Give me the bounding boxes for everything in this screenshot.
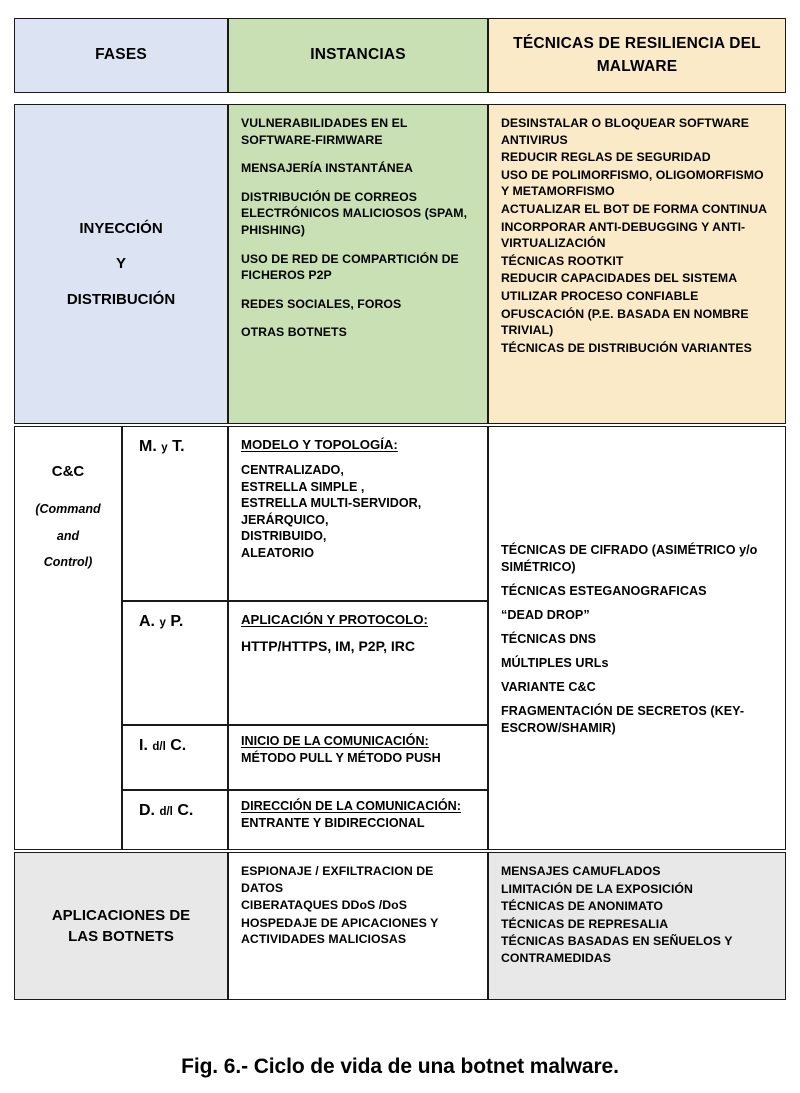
list-item: CIBERATAQUES DDoS /DoS: [241, 898, 407, 913]
list-item: TÉCNICAS DE DISTRIBUCIÓN VARIANTES: [501, 340, 752, 355]
list-item: USO DE POLIMORFISMO, OLIGOMORFISMO Y METAMORFISMO: [501, 167, 764, 199]
list-item: HTTP/HTTPS, IM, P2P, IRC: [241, 638, 415, 654]
subphase-abbr-modelo-topologia: [123, 427, 227, 455]
list-item: TÉCNICAS DE REPRESALIA: [501, 916, 669, 931]
subphase-abbr-part1: A.: [139, 613, 155, 630]
subphase-abbr-part2: T.: [172, 438, 185, 455]
phase-injection-line3: DISTRIBUCIÓN: [66, 290, 176, 308]
phase-applications-line1: APLICACIONES DE: [51, 906, 191, 924]
list-item: USO DE RED DE COMPARTICIÓN DE FICHEROS P2P: [241, 251, 459, 283]
phase-injection-line1: INYECCIÓN: [79, 220, 163, 238]
list-item: TÉCNICAS DE CIFRADO (ASIMÉTRICO y/o SIMÉTRICO): [501, 542, 758, 574]
subphase-abbr-part1: M.: [139, 438, 157, 455]
instances-list-injection: [241, 115, 475, 341]
phase-cc-title: C&C: [51, 463, 85, 480]
list-item: REDUCIR CAPACIDADES DEL SISTEMA: [501, 271, 738, 286]
instances-heading-inicio-comunicacion: INICIO DE LA COMUNICACIÓN:: [241, 734, 429, 748]
list-item: VARIANTE C&C: [501, 679, 596, 694]
header-label-instancias: INSTANCIAS: [310, 46, 406, 64]
list-item: TÉCNICAS DE ANONIMATO: [501, 899, 664, 914]
instances-cell-direccion-comunicacion: [228, 790, 488, 850]
list-item: JERÁRQUICO,: [241, 512, 329, 527]
list-item: DISTRIBUCIÓN DE CORREOS ELECTRÓNICOS MALICIOSOS (SPAM, PHISHING): [241, 189, 468, 237]
list-item: VULNERABILIDADES EN EL SOFTWARE-FIRMWARE: [241, 116, 408, 147]
subphase-abbr-part2: C.: [170, 737, 187, 754]
techniques-cell-injection: [488, 104, 786, 424]
figure-caption: Fig. 6.- Ciclo de vida de una botnet malware.: [181, 1055, 619, 1078]
list-item: DISTRIBUIDO,: [241, 529, 327, 544]
list-item: “DEAD DROP”: [501, 607, 590, 622]
phase-cc-sub-line2: and: [56, 528, 80, 543]
list-item: ESTRELLA MULTI-SERVIDOR,: [241, 496, 422, 511]
instances-heading-direccion-comunicacion: DIRECCIÓN DE LA COMUNICACIÓN:: [241, 799, 461, 813]
header-cell-tecnicas: [488, 18, 786, 93]
list-item: ALEATORIO: [241, 546, 314, 561]
list-item: ESTRELLA SIMPLE ,: [241, 479, 365, 494]
techniques-cell-cc: [488, 426, 786, 850]
list-item: TÉCNICAS ESTEGANOGRAFICAS: [501, 583, 707, 598]
instances-lines-inicio-comunicacion: [241, 750, 475, 767]
list-item: INCORPORAR ANTI-DEBUGGING Y ANTI-VIRTUALIZACIÓN: [501, 219, 746, 251]
phase-cell-cc: [14, 426, 122, 850]
instances-list-applications: [241, 863, 475, 948]
subphase-abbr-part2: C.: [177, 802, 194, 819]
list-item: HOSPEDAJE DE APICACIONES Y ACTIVIDADES MALICIOSAS: [241, 915, 439, 947]
list-item: REDES SOCIALES, FOROS: [241, 296, 402, 311]
subphase-cell-modelo-topologia: [122, 426, 228, 601]
instances-cell-injection: [228, 104, 488, 424]
subphase-abbr-conn: d/l: [159, 806, 173, 818]
list-item: MENSAJERÍA INSTANTÁNEA: [241, 161, 413, 176]
instances-heading-aplicacion-protocolo: APLICACIÓN Y PROTOCOLO:: [241, 612, 428, 627]
list-item: DESINSTALAR O BLOQUEAR SOFTWARE ANTIVIRUS: [501, 116, 749, 147]
instances-cell-aplicacion-protocolo: [228, 601, 488, 725]
instances-cell-modelo-topologia: [228, 426, 488, 601]
phase-cc-sub-line1: (Command: [35, 502, 101, 516]
list-item: FRAGMENTACIÓN DE SECRETOS (KEY-ESCROW/SHAMIR): [501, 703, 745, 735]
list-item: OFUSCACIÓN (P.E. BASADA EN NOMBRE TRIVIAL): [501, 306, 749, 338]
header-label-tecnicas-line1: TÉCNICAS DE RESILIENCIA DEL: [513, 35, 761, 53]
phase-cc-sub-line3: Control): [43, 555, 93, 569]
subphase-abbr-inicio-comunicacion: [123, 726, 227, 754]
list-item: MENSAJES CAMUFLADOS: [501, 864, 661, 878]
phase-cell-applications: [14, 852, 228, 1000]
list-item: CENTRALIZADO,: [241, 463, 344, 477]
instances-cell-applications: [228, 852, 488, 1000]
techniques-list-injection: [501, 115, 773, 356]
list-item: REDUCIR REGLAS DE SEGURIDAD: [501, 150, 711, 165]
subphase-cell-aplicacion-protocolo: [122, 601, 228, 725]
subphase-cell-direccion-comunicacion: [122, 790, 228, 850]
list-item: MÚLTIPLES URLs: [501, 655, 609, 670]
list-item: ESPIONAJE / EXFILTRACION DE DATOS: [241, 864, 434, 895]
instances-lines-aplicacion-protocolo: [241, 637, 475, 655]
header-cell-instancias: [228, 18, 488, 93]
list-item: LIMITACIÓN DE LA EXPOSICIÓN: [501, 881, 693, 896]
subphase-cell-inicio-comunicacion: [122, 725, 228, 790]
instances-heading-modelo-topologia: MODELO Y TOPOLOGÍA:: [241, 437, 398, 452]
list-item: ACTUALIZAR EL BOT DE FORMA CONTINUA: [501, 201, 768, 216]
phase-cell-injection: [14, 104, 228, 424]
subphase-abbr-part1: I.: [139, 737, 148, 754]
header-label-tecnicas: [513, 33, 761, 78]
phase-injection-line2: Y: [115, 255, 126, 273]
subphase-abbr-direccion-comunicacion: [123, 791, 227, 819]
instances-cell-inicio-comunicacion: [228, 725, 488, 790]
list-item: ENTRANTE Y BIDIRECCIONAL: [241, 816, 425, 830]
subphase-abbr-conn: y: [159, 617, 166, 629]
list-item: MÉTODO PULL Y MÉTODO PUSH: [241, 751, 441, 765]
list-item: TÉCNICAS DNS: [501, 631, 597, 646]
list-item: TÉCNICAS BASADAS EN SEÑUELOS Y CONTRAMEDIDAS: [501, 934, 733, 965]
instances-lines-direccion-comunicacion: [241, 815, 475, 832]
instances-lines-modelo-topologia: [241, 462, 475, 562]
subphase-abbr-conn: d/l: [152, 741, 166, 753]
subphase-abbr-conn: y: [161, 442, 168, 454]
list-item: OTRAS BOTNETS: [241, 325, 347, 340]
techniques-list-cc: [501, 542, 773, 737]
subphase-abbr-aplicacion-protocolo: [123, 602, 227, 630]
subphase-abbr-part1: D.: [139, 802, 155, 819]
header-label-fases: FASES: [95, 46, 147, 64]
techniques-list-applications: [501, 863, 773, 967]
phase-applications-line2: LAS BOTNETS: [68, 928, 174, 945]
techniques-cell-applications: [488, 852, 786, 1000]
subphase-abbr-part2: P.: [170, 613, 184, 630]
header-label-tecnicas-line2: MALWARE: [596, 57, 678, 75]
list-item: TÉCNICAS ROOTKIT: [501, 253, 624, 268]
list-item: UTILIZAR PROCESO CONFIABLE: [501, 288, 699, 303]
header-cell-fases: [14, 18, 228, 93]
